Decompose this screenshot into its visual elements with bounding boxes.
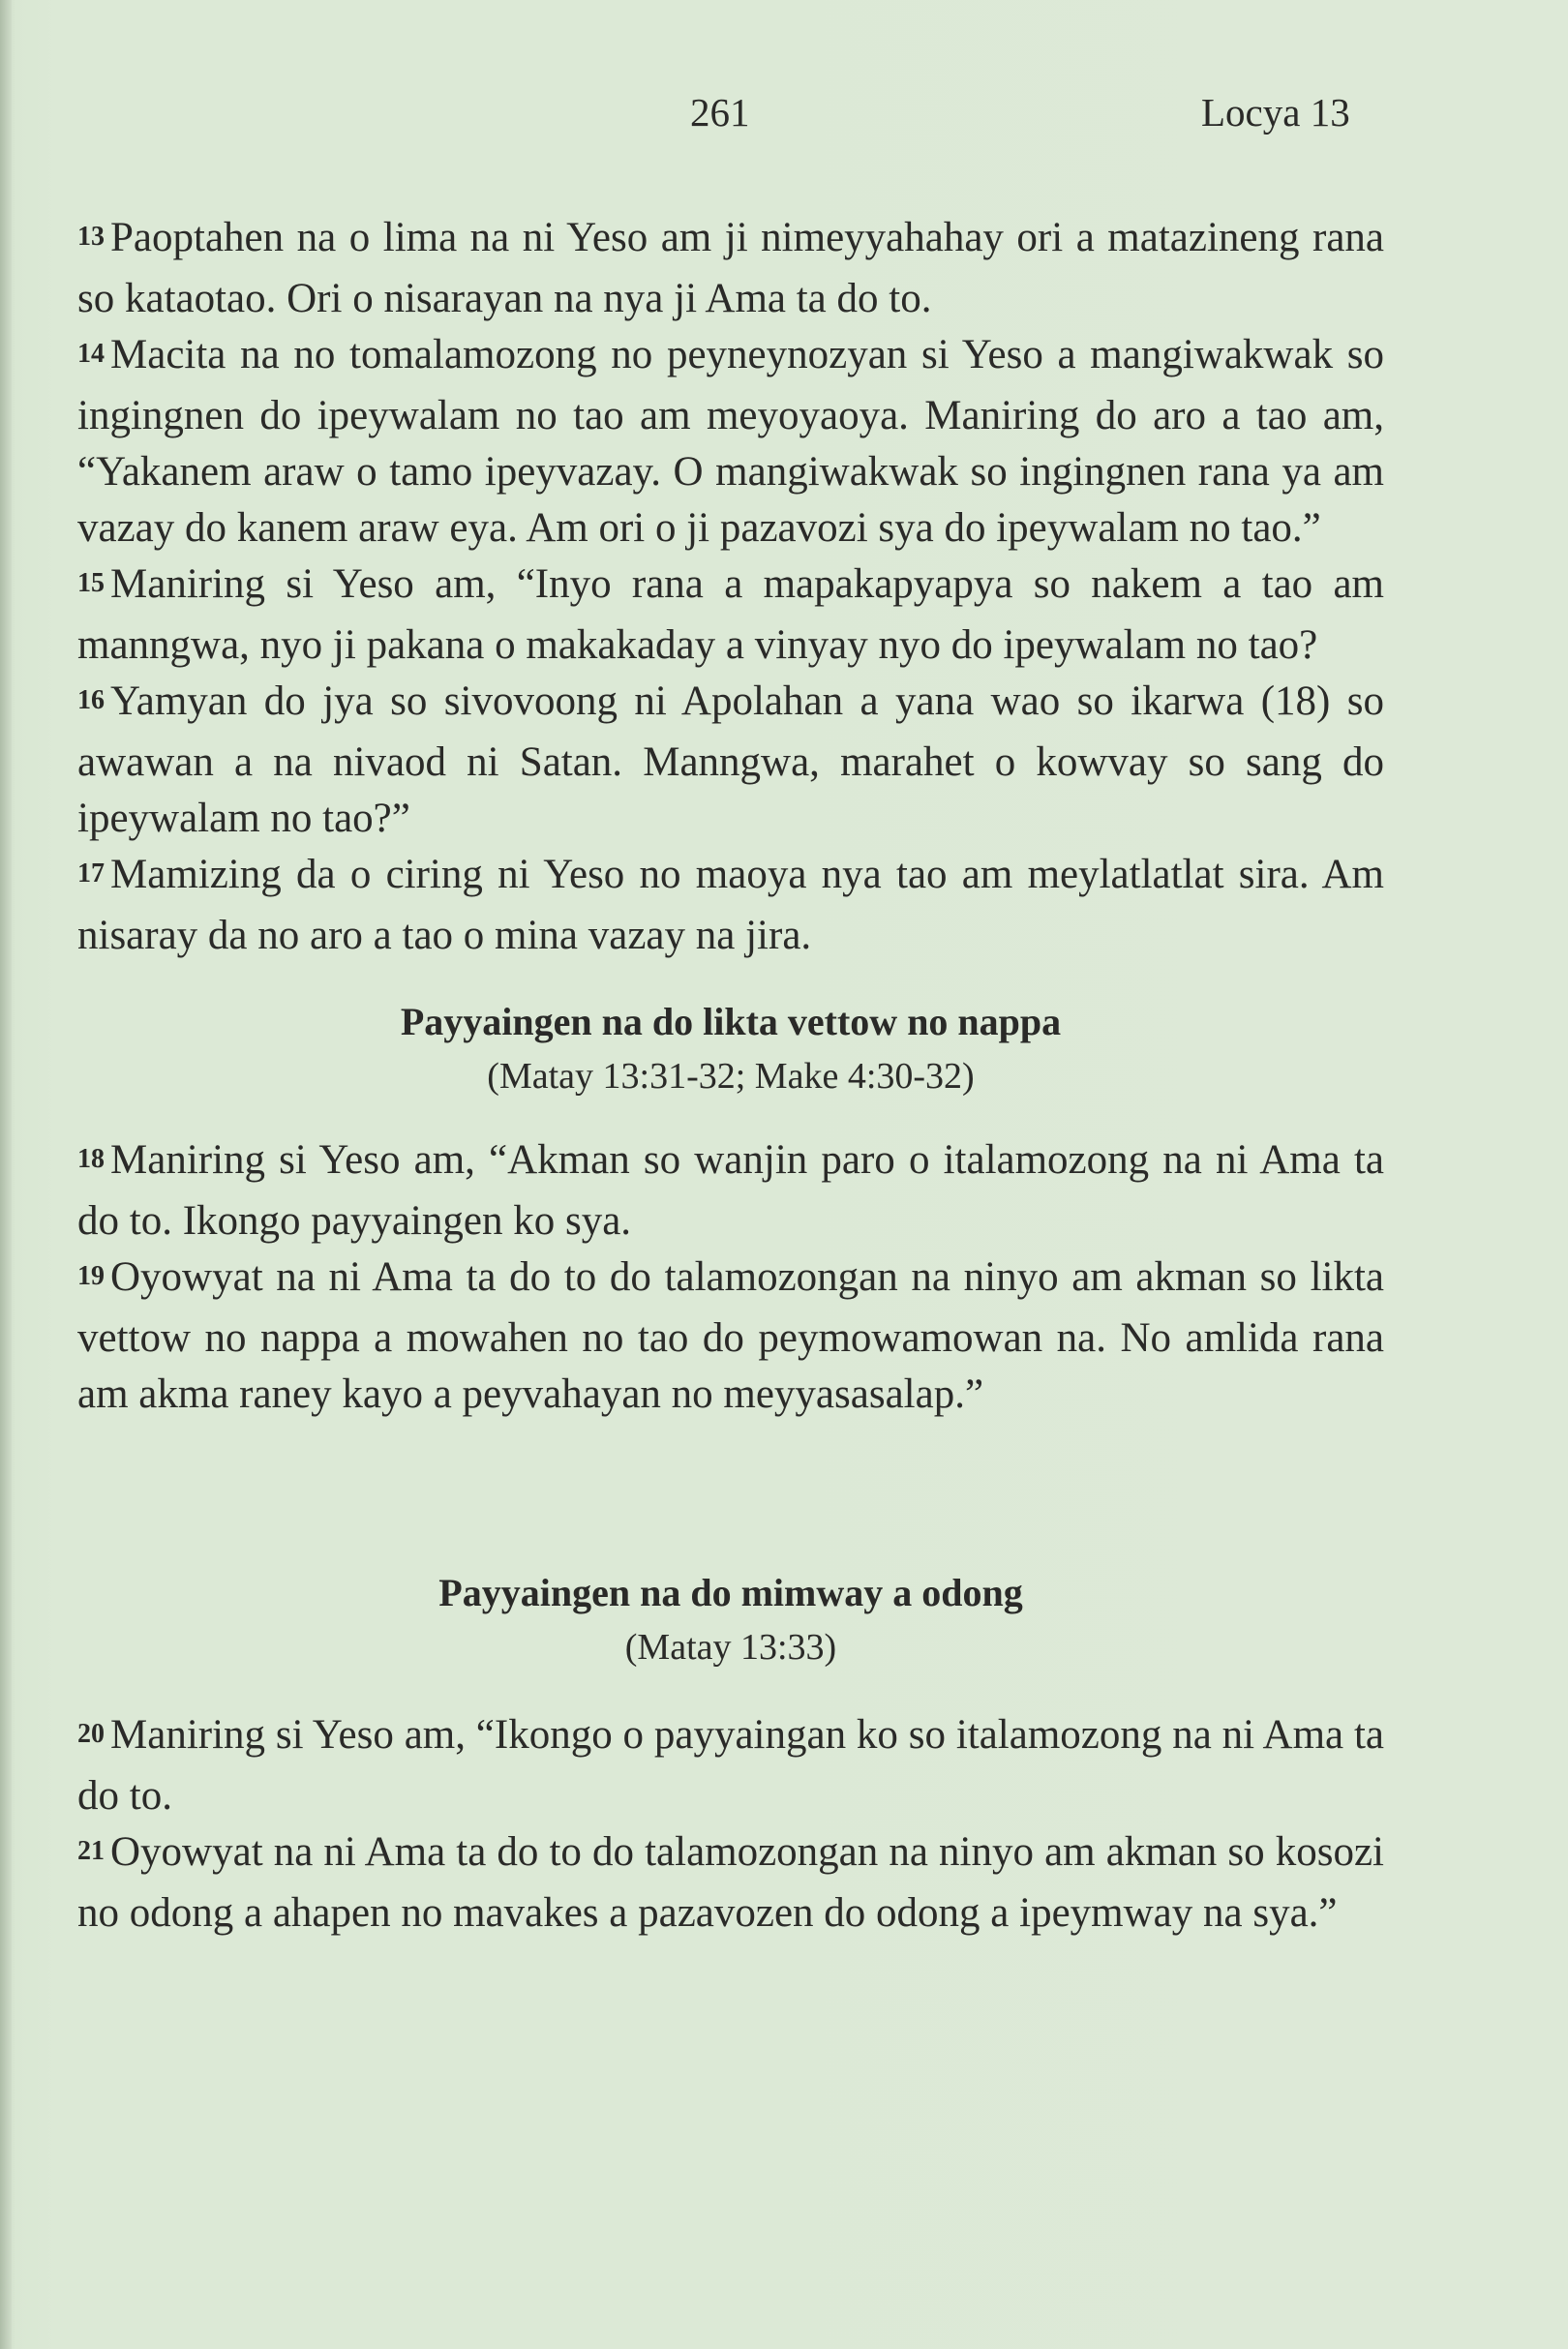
verse-text: Maniring si Yeso am, “Inyo rana a mapakapyapya so nakem a tao am manngwa, nyo ji pakana o makakaday a vinyay nyo do ipeywalam no tao? xyxy=(77,561,1384,668)
verse-text: Yamyan do jya so sivovoong ni Apolahan a yana wao so ikarwa (18) so awawan a na nivaod ni Satan. Manngwa, marahet o kowvay so sang do ipeywalam no tao?” xyxy=(77,678,1384,841)
verse-15 xyxy=(77,557,1384,674)
section-reference: (Matay 13:33) xyxy=(624,1627,837,1668)
verse-text: Oyowyat na ni Ama ta do to do talamozongan na ninyo am akman so likta vettow no nappa a mowahen no tao do peymowamowan na. No amlida rana am akma raney kayo a peyvahayan no meyyasasalap.” xyxy=(77,1254,1384,1417)
verse-number: 18 xyxy=(77,1144,105,1174)
verse-text: Mamizing da o ciring ni Yeso no maoya nya tao am meylatlatlat sira. Am nisaray da no aro a tao o mina vazay na jira. xyxy=(77,852,1384,958)
verse-17 xyxy=(77,847,1384,964)
page-gutter-shadow xyxy=(0,0,12,2349)
verse-number: 15 xyxy=(77,568,105,598)
verse-21 xyxy=(77,1824,1384,1942)
page-number: 261 xyxy=(690,90,750,135)
verse-number: 19 xyxy=(77,1261,105,1291)
page-header xyxy=(0,89,1568,137)
page-body xyxy=(77,210,1384,1942)
verse-number: 17 xyxy=(77,858,105,888)
chapter-label: Locya 13 xyxy=(1201,90,1350,135)
verse-16 xyxy=(77,674,1384,847)
verse-text: Maniring si Yeso am, “Ikongo o payyaingan ko so italamozong na ni Ama ta do to. xyxy=(77,1712,1384,1819)
verse-number: 13 xyxy=(77,222,105,252)
verse-number: 16 xyxy=(77,685,105,715)
verse-13 xyxy=(77,210,1384,327)
section-title: Payyaingen na do likta vettow no nappa xyxy=(400,1000,1062,1043)
verse-text: Maniring si Yeso am, “Akman so wanjin paro o italamozong na ni Ama ta do to. Ikongo payyaingen ko sya. xyxy=(77,1137,1384,1244)
verse-number: 14 xyxy=(77,339,105,369)
verse-18 xyxy=(77,1132,1384,1250)
verse-text: Macita na no tomalamozong no peyneynozyan si Yeso a mangiwakwak so ingingnen do ipeywalam no tao am meyoyaoya. Maniring do aro a tao am, “Yakanem araw o tamo ipeyvazay. O mangiwakwak so ingingnen rana ya am vazay do kanem araw eya. Am ori o ji pazavozi sya do ipeywalam no tao.” xyxy=(77,332,1384,551)
verse-20 xyxy=(77,1707,1384,1824)
verse-14 xyxy=(77,327,1384,557)
verse-number: 21 xyxy=(77,1836,105,1866)
verse-text: Paoptahen na o lima na ni Yeso am ji nimeyyahahay ori a matazineng rana so kataotao. Ori o nisarayan na nya ji Ama ta do to. xyxy=(77,215,1384,321)
verse-number: 20 xyxy=(77,1719,105,1749)
section-title: Payyaingen na do mimway a odong xyxy=(438,1571,1023,1614)
section-reference: (Matay 13:31-32; Make 4:30-32) xyxy=(487,1056,975,1097)
verse-19 xyxy=(77,1250,1384,1423)
verse-text: Oyowyat na ni Ama ta do to do talamozongan na ninyo am akman so kosozi no odong a ahapen no mavakes a pazavozen do odong a ipeymway na sya.” xyxy=(77,1829,1384,1936)
